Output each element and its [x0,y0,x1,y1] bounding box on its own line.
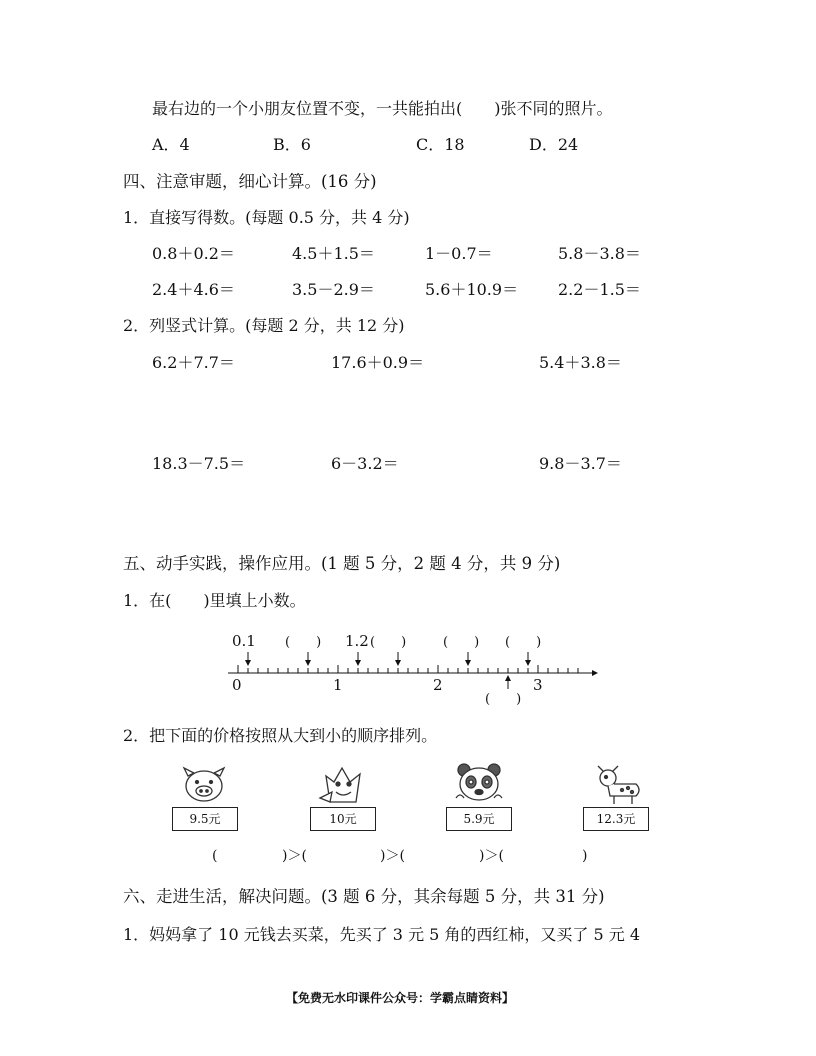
order-blank[interactable]: ) [582,848,588,864]
numberline-blank[interactable]: ( ) [443,635,480,650]
section-5-q2-title: 2．把下面的价格按照从大到小的顺序排列。 [123,726,438,745]
up-arrow-icon [505,675,511,681]
down-arrow-icon [465,660,471,666]
numberline-label: 1.2 [345,632,369,650]
calc-item: 3.5－2.9＝ [292,280,375,299]
pig-illustration [178,764,230,808]
calc-item: 5.8－3.8＝ [558,244,641,263]
section-4-q1-title: 1．直接写得数。(每题 0.5 分，共 4 分) [123,208,410,227]
option-d[interactable]: D．24 [529,135,579,154]
vertical-calc-item: 18.3－7.5＝ [152,454,246,473]
axis-label: 2 [433,676,443,694]
price-tag: 5.9元 [446,807,512,831]
calc-item: 2.4＋4.6＝ [152,280,235,299]
numberline-blank[interactable]: ( ) [485,692,522,707]
deer-illustration [592,762,646,808]
order-blank[interactable]: )＞( [479,848,504,864]
order-blank[interactable]: )＞( [282,848,307,864]
vertical-calc-item: 6.2＋7.7＝ [152,353,235,372]
vertical-calc-item: 17.6＋0.9＝ [331,353,425,372]
wolf-illustration [316,762,370,808]
section-6-q1-text: 1．妈妈拿了 10 元钱去买菜，先买了 3 元 5 角的西红柿，又买了 5 元 4 [123,925,641,944]
axis-label: 0 [232,676,242,694]
calc-item: 4.5＋1.5＝ [292,244,375,263]
axis-arrow-icon [592,670,598,676]
panda-illustration [452,762,506,808]
vertical-calc-item: 9.8－3.7＝ [539,454,622,473]
question-text: 最右边的一个小朋友位置不变，一共能拍出( )张不同的照片。 [152,99,613,118]
section-4-title: 四、注意审题，细心计算。(16 分) [123,172,377,191]
option-a[interactable]: A．4 [152,135,190,154]
numberline-label: 0.1 [232,632,256,650]
vertical-calc-item: 6－3.2＝ [331,454,399,473]
section-4-q2-title: 2．列竖式计算。(每题 2 分，共 12 分) [123,316,405,335]
axis-label: 1 [333,676,343,694]
numberline-blank[interactable]: ( ) [285,635,322,650]
down-arrow-icon [395,660,401,666]
option-b[interactable]: B．6 [273,135,311,154]
option-c[interactable]: C．18 [416,135,465,154]
down-arrow-icon [355,660,361,666]
calc-item: 2.2－1.5＝ [558,280,641,299]
section-5-title: 五、动手实践，操作应用。(1 题 5 分，2 题 4 分，共 9 分) [123,554,561,573]
price-tag: 9.5元 [172,807,238,831]
section-5-q1-title: 1．在( )里填上小数。 [123,591,306,610]
numberline-blank[interactable]: ( ) [370,635,407,650]
price-tag: 10元 [310,807,376,831]
down-arrow-icon [525,660,531,666]
footer-note: 【免费无水印课件公众号：学霸点睛资料】 [286,991,515,1005]
down-arrow-icon [305,660,311,666]
down-arrow-icon [245,660,251,666]
axis-label: 3 [533,676,543,694]
calc-item: 0.8＋0.2＝ [152,244,235,263]
price-tag: 12.3元 [583,807,649,831]
calc-item: 1－0.7＝ [425,244,493,263]
section-6-title: 六、走进生活，解决问题。(3 题 6 分，其余每题 5 分，共 31 分) [123,887,605,906]
order-blank[interactable]: ( [212,848,218,864]
numberline-blank[interactable]: ( ) [505,635,542,650]
calc-item: 5.6＋10.9＝ [425,280,519,299]
order-blank[interactable]: )＞( [380,848,405,864]
vertical-calc-item: 5.4＋3.8＝ [539,353,622,372]
